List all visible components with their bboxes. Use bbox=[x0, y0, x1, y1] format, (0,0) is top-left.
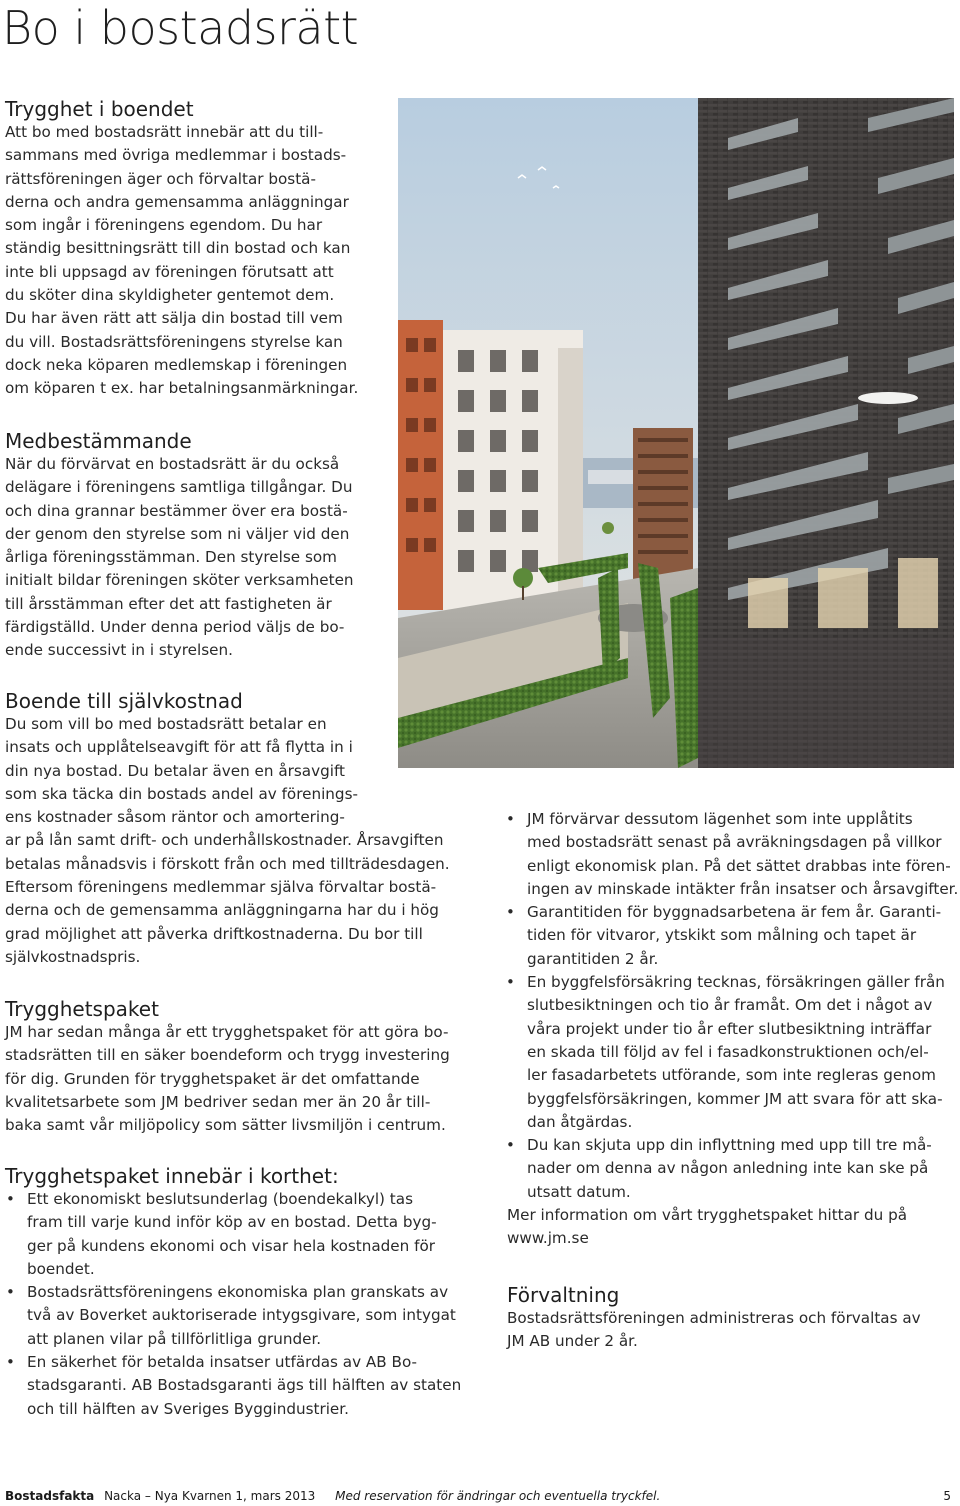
text-line: ständig besittningsrätt till din bostad och kan bbox=[5, 239, 351, 258]
more-info-text bbox=[507, 1204, 958, 1251]
text-line: färdigställd. Under denna period väljs de bo- bbox=[5, 618, 345, 637]
text-line: självkostnadspris. bbox=[5, 947, 141, 966]
text-line: Du som vill bo med bostadsrätt betalar en bbox=[5, 715, 327, 733]
bullet-line: två av Boverket auktoriserade intygsgivare, som intygat bbox=[27, 1306, 456, 1325]
text-line: inte bli uppsagd av föreningen förutsatt att bbox=[5, 262, 334, 281]
bullet-line: • Garantitiden för byggnadsarbetena är fem år. Garanti- bbox=[527, 903, 942, 922]
bullet-line: • En byggfelsförsäkring tecknas, försäkringen gäller från bbox=[527, 973, 945, 992]
section-heading: Trygghet i boendet bbox=[5, 97, 194, 121]
bullet-line: utsatt datum. bbox=[527, 1182, 631, 1201]
section-body bbox=[5, 713, 450, 969]
text-line: ens kostnader såsom räntor och amortering- bbox=[5, 808, 345, 827]
bullet-line: att planen vilar på tillförlitliga grunder. bbox=[27, 1329, 322, 1348]
bullet-item bbox=[505, 971, 958, 1134]
section-body bbox=[5, 453, 354, 663]
bullet-item bbox=[505, 1134, 958, 1204]
text-line: JM AB under 2 år. bbox=[507, 1332, 638, 1351]
bullet-line: • JM förvärvar dessutom lägenhet som inte upplåtits bbox=[527, 810, 913, 828]
footer-brand: Bostadsfakta bbox=[5, 1489, 95, 1503]
bullet-line: och till hälften av Sveriges Byggindustrier. bbox=[27, 1399, 349, 1418]
bullet-line: • Du kan skjuta upp din inflyttning med upp till tre må- bbox=[527, 1136, 932, 1155]
bullet-line: med bostadsrätt senast på avräkningsdagen på villkor bbox=[527, 833, 942, 852]
bullet-line: tiden för vitvaror, ytskikt som målning och tapet är bbox=[527, 926, 917, 945]
bullet-line: fram till varje kund inför köp av en bostad. Detta byg- bbox=[27, 1213, 437, 1232]
page-title: Bo i bostadsrätt bbox=[2, 1, 359, 55]
right-column bbox=[505, 808, 958, 1251]
section-heading: Medbestämmande bbox=[5, 429, 192, 453]
bullet-line: dan åtgärdas. bbox=[527, 1112, 633, 1131]
bullet-item bbox=[5, 1351, 461, 1421]
footer-project: Nacka – Nya Kvarnen 1, mars 2013 bbox=[104, 1489, 316, 1503]
page-footer bbox=[5, 1489, 955, 1504]
text-line: derna och andra gemensamma anläggningar bbox=[5, 192, 349, 211]
text-line: stadsrätten till en säker boendeform och trygg investering bbox=[5, 1046, 450, 1065]
text-line: sammans med övriga medlemmar i bostads- bbox=[5, 146, 347, 165]
bullet-line: boendet. bbox=[27, 1259, 95, 1278]
bullet-line: • Bostadsrättsföreningens ekonomiska plan granskats av bbox=[27, 1283, 449, 1302]
text-line: som ska täcka din bostads andel av förenings- bbox=[5, 784, 358, 803]
text-line: delägare i föreningens samtliga tillgångar. Du bbox=[5, 478, 353, 497]
bullet-line: • Ett ekonomiskt beslutsunderlag (boendekalkyl) tas bbox=[27, 1190, 413, 1208]
text-line: för dig. Grunden för trygghetspaket är det omfattande bbox=[5, 1069, 420, 1088]
bullet-line: ler fasadarbetets utförande, som inte regleras genom bbox=[527, 1066, 936, 1085]
bullet-item bbox=[5, 1281, 461, 1351]
bullet-line: enligt ekonomisk plan. På det sättet drabbas inte fören- bbox=[527, 856, 951, 875]
bullet-line: ingen av minskade intäkter från insatser och årsavgifter. bbox=[527, 879, 959, 898]
bullet-line: byggfelsförsäkringen, kommer JM att svara för att ska- bbox=[527, 1089, 943, 1108]
section-body bbox=[5, 1021, 450, 1137]
bullet-item bbox=[505, 808, 958, 901]
section-body bbox=[507, 1307, 921, 1354]
text-line: När du förvärvat en bostadsrätt är du också bbox=[5, 455, 340, 473]
text-line: årliga föreningsstämman. Den styrelse som bbox=[5, 548, 337, 567]
text-line: Mer information om vårt trygghetspaket hittar du på bbox=[507, 1206, 908, 1225]
section-trygghetspaket bbox=[5, 997, 450, 1137]
section-medbestammande bbox=[5, 429, 354, 663]
page-number: 5 bbox=[943, 1489, 951, 1503]
section-korthet bbox=[5, 1164, 461, 1421]
bullet-line: garantitiden 2 år. bbox=[527, 949, 659, 968]
bullet-line: • En säkerhet för betalda insatser utfärdas av AB Bo- bbox=[27, 1353, 418, 1372]
bullet-item bbox=[505, 901, 958, 971]
bullet-line: våra projekt under tio år efter slutbesiktning inträffar bbox=[527, 1019, 932, 1038]
text-line: www.jm.se bbox=[507, 1229, 589, 1248]
text-line: derna och de gemensamma anläggningarna har du i hög bbox=[5, 901, 439, 920]
bullet-line: en skada till följd av fel i fasadkonstruktionen och/el- bbox=[527, 1042, 929, 1061]
text-line: Att bo med bostadsrätt innebär att du till- bbox=[5, 123, 324, 141]
section-forvaltning bbox=[507, 1283, 921, 1354]
text-line: kvalitetsarbete som JM bedriver sedan mer än 20 år till- bbox=[5, 1092, 431, 1111]
bullet-line: nader om denna av någon anledning inte kan ske på bbox=[527, 1159, 929, 1178]
text-line: till årsstämman efter det att fastigheten är bbox=[5, 594, 332, 613]
text-line: insats och upplåtelseavgift för att få flytta in i bbox=[5, 738, 353, 757]
text-line: betalas månadsvis i förskott från och med tillträdesdagen. bbox=[5, 854, 450, 873]
text-line: initialt bildar föreningen sköter verksamheten bbox=[5, 571, 354, 590]
section-heading: Trygghetspaket innebär i korthet: bbox=[5, 1164, 339, 1188]
bullet-line: ger på kundens ekonomi och visar hela kostnaden för bbox=[27, 1236, 435, 1255]
bullet-list bbox=[5, 1188, 461, 1421]
section-trygghet bbox=[5, 97, 358, 401]
bullet-item bbox=[5, 1188, 461, 1281]
section-heading: Trygghetspaket bbox=[5, 997, 159, 1021]
text-line: Eftersom föreningens medlemmar själva förvaltar bostä- bbox=[5, 878, 437, 897]
building-rendering-illustration bbox=[398, 98, 954, 768]
text-line: ende successivt in i styrelsen. bbox=[5, 641, 233, 660]
text-line: om köparen t ex. har betalningsanmärkningar. bbox=[5, 379, 359, 398]
text-line: du sköter dina skyldigheter gentemot dem. bbox=[5, 286, 335, 305]
text-line: JM har sedan många år ett trygghetspaket för att göra bo- bbox=[5, 1023, 449, 1041]
text-line: dock neka köparen medlemskap i föreningen bbox=[5, 355, 348, 374]
bullet-list bbox=[505, 808, 958, 1204]
bullet-line: slutbesiktningen och tio år framåt. Om det i något av bbox=[527, 996, 933, 1015]
text-line: baka samt vår miljöpolicy som sätter livsmiljön i centrum. bbox=[5, 1116, 446, 1135]
text-line: som ingår i föreningens egendom. Du har bbox=[5, 216, 323, 235]
text-line: du vill. Bostadsrättsföreningens styrelse kan bbox=[5, 332, 343, 351]
text-line: Du har även rätt att sälja din bostad till vem bbox=[5, 309, 343, 328]
section-sjalvkostnad bbox=[5, 689, 450, 969]
text-line: der genom den styrelse som ni väljer vid den bbox=[5, 524, 350, 543]
text-line: och dina grannar bestämmer över era bostä- bbox=[5, 501, 348, 520]
text-line: Bostadsrättsföreningen administreras och förvaltas av bbox=[507, 1309, 921, 1327]
section-body bbox=[5, 121, 358, 401]
text-line: din nya bostad. Du betalar även en årsavgift bbox=[5, 761, 345, 780]
text-line: ar på lån samt drift- och underhållskostnader. Årsavgiften bbox=[5, 831, 444, 850]
text-line: rättsföreningen äger och förvaltar bostä- bbox=[5, 169, 316, 188]
text-line: grad möjlighet att påverka driftkostnaderna. Du bor till bbox=[5, 924, 423, 943]
bullet-line: stadsgaranti. AB Bostadsgaranti ägs till hälften av staten bbox=[27, 1376, 462, 1395]
building-rendering-image bbox=[398, 98, 954, 768]
footer-disclaimer: Med reservation för ändringar och eventuella tryckfel. bbox=[335, 1489, 661, 1503]
section-heading: Förvaltning bbox=[507, 1283, 620, 1307]
section-heading: Boende till självkostnad bbox=[5, 689, 243, 713]
